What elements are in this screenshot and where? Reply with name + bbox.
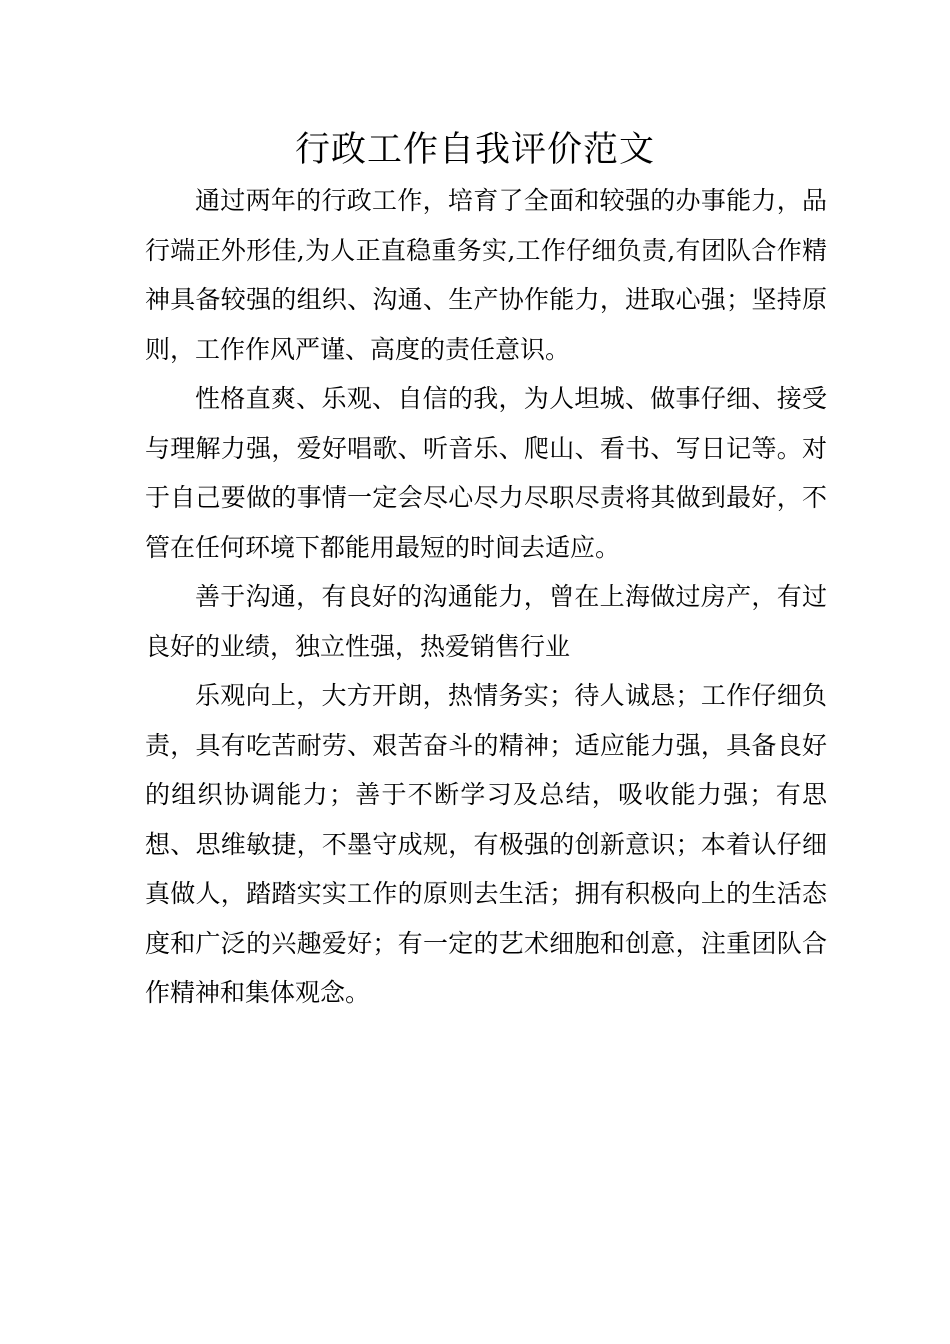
paragraph-1: 通过两年的行政工作，培育了全面和较强的办事能力，品行端正外形佳,为人正直稳重务实,工作仔细负责,有团队合作精神具备较强的组织、沟通、生产协作能力，进取心强；坚持原则，工作作风严谨、高度的责任意识。 [145, 186, 827, 364]
paragraph-3: 善于沟通，有良好的沟通能力，曾在上海做过房产，有过良好的业绩，独立性强，热爱销售行业 [145, 582, 827, 661]
paragraph-4: 乐观向上，大方开朗，热情务实；待人诚恳；工作仔细负责，具有吃苦耐劳、艰苦奋斗的精神；适应能力强，具备良好的组织协调能力；善于不断学习及总结，吸收能力强；有思想、思维敏捷，不墨守成规，有极强的创新意识；本着认仔细真做人，踏踏实实工作的原则去生活；拥有积极向上的生活态度和广泛的兴趣爱好；有一定的艺术细胞和创意，注重团队合作精神和集体观念。 [145, 681, 827, 1007]
document-title: 行政工作自我评价范文 [294, 130, 655, 170]
document-body [145, 176, 827, 1018]
paragraph-2: 性格直爽、乐观、自信的我，为人坦城、做事仔细、接受与理解力强，爱好唱歌、听音乐、爬山、看书、写日记等。对于自己要做的事情一定会尽心尽力尽职尽责将其做到最好，不管在任何环境下都能用最短的时间去适应。 [145, 384, 827, 562]
